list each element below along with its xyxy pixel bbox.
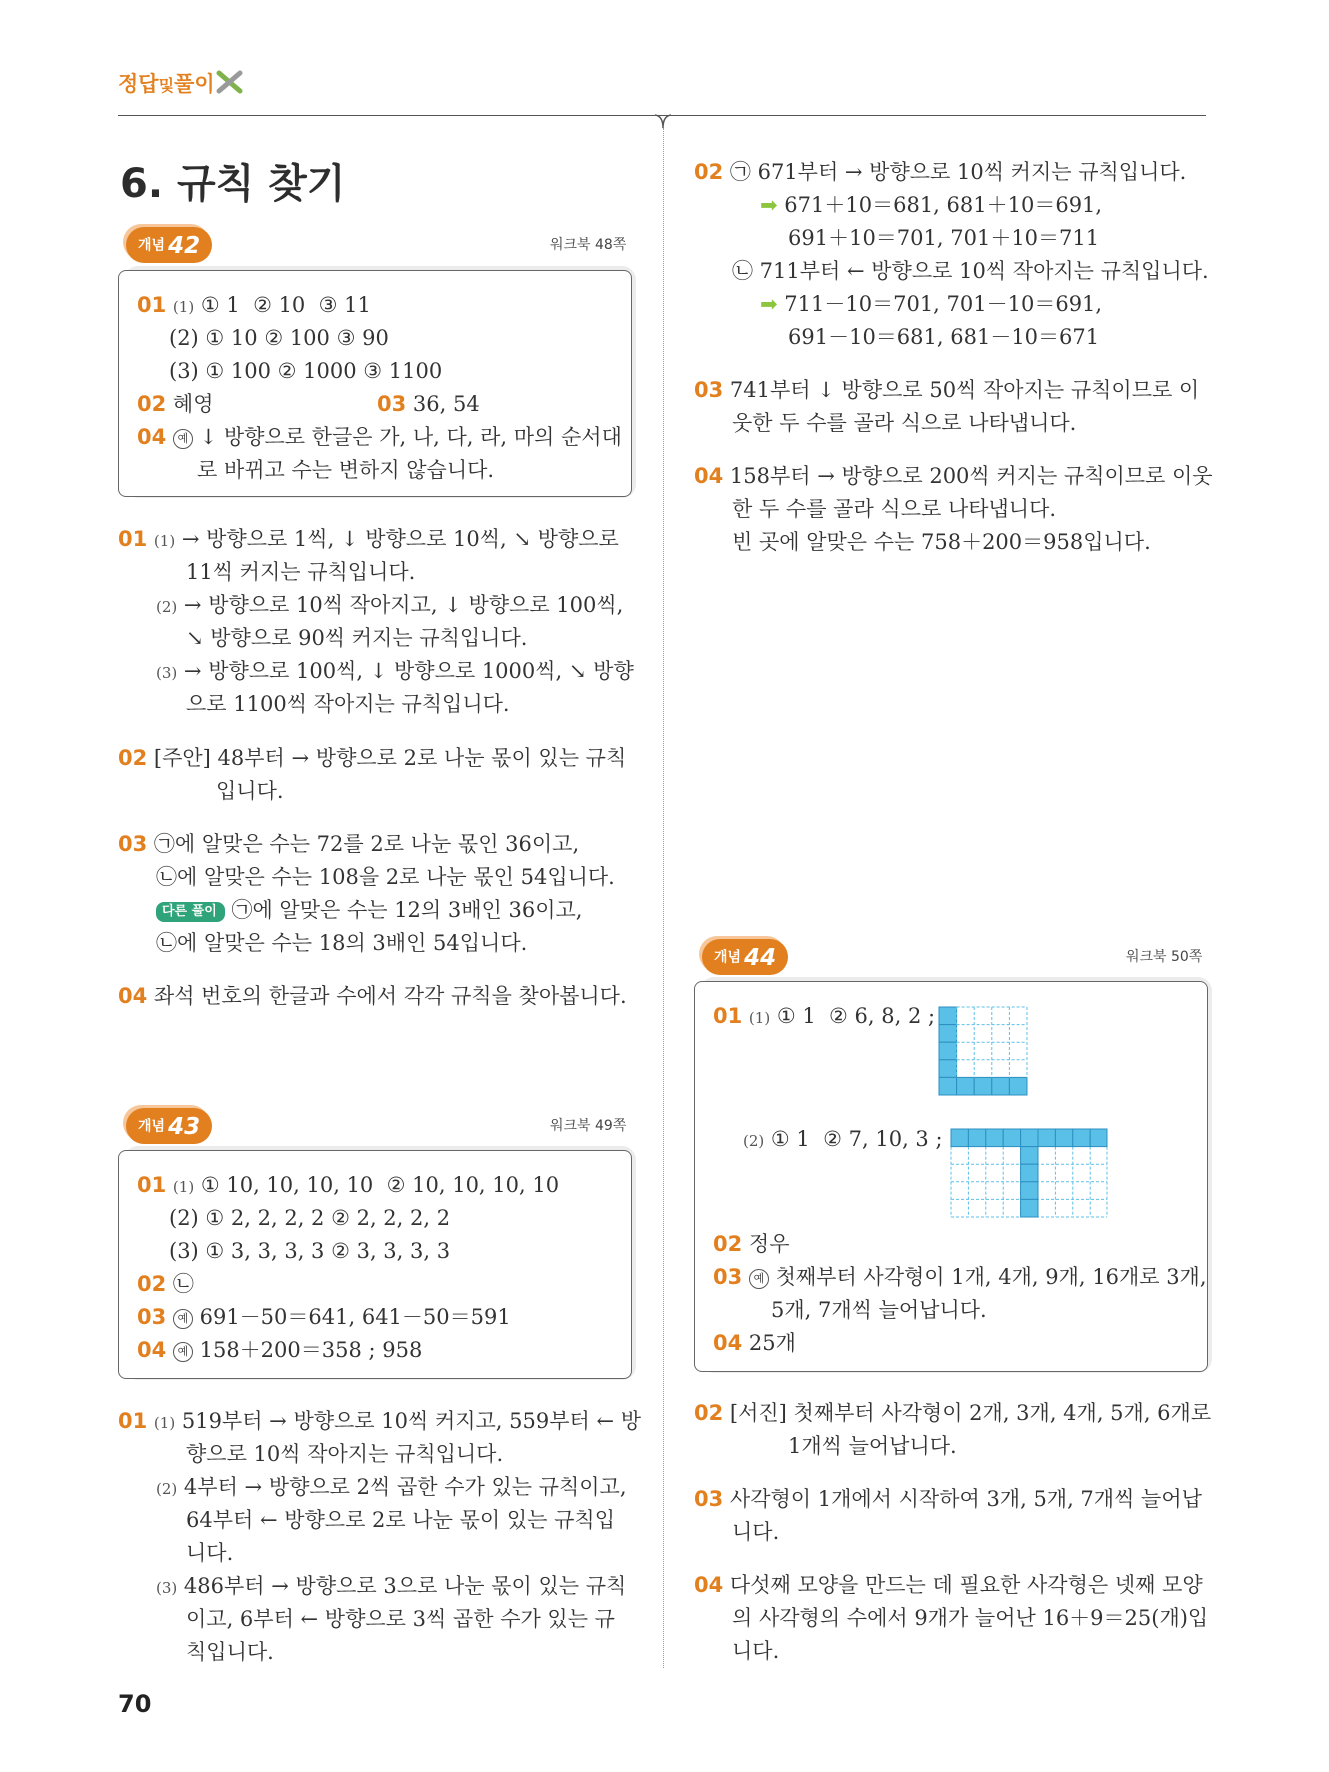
sol42-03-line2: ㉡에 알맞은 수는 108을 2로 나눈 몫인 54입니다.: [156, 865, 615, 889]
divider-cap: [655, 114, 671, 130]
column-divider: [663, 128, 664, 1668]
sol43-01-line8: 칙입니다.: [186, 1640, 274, 1664]
right-02-line2: ➡ 671＋10＝681, 681＋10＝691,: [760, 193, 1103, 217]
box42-line5: 04 예 ↓ 방향으로 한글은 가, 나, 다, 라, 마의 순서대: [137, 425, 622, 449]
grid-figure-2: [950, 1128, 1108, 1218]
box43-line4: 02 ㉡: [137, 1272, 194, 1296]
box44-line2: (2) ① 1 ② 7, 10, 3 ;: [743, 1127, 943, 1151]
sol44-04-line1: 04 다섯째 모양을 만드는 데 필요한 사각형은 넷째 모양: [694, 1573, 1203, 1597]
alt-solution-badge: 다른 풀이: [156, 902, 225, 922]
page-number: 70: [118, 1690, 152, 1718]
sol44-03-line2: 니다.: [732, 1520, 780, 1544]
box43-line1: 01 (1) ① 10, 10, 10, 10 ② 10, 10, 10, 10: [137, 1173, 560, 1197]
box42-line3: (3) ① 100 ② 1000 ③ 1100: [169, 359, 443, 383]
box42-line1: 01 (1) ① 1 ② 10 ③ 11: [137, 293, 371, 317]
header-title: 정답및풀이: [118, 72, 215, 96]
concept-badge-42: 개념 42: [126, 227, 212, 263]
sol43-01-line5: 니다.: [186, 1541, 234, 1565]
box42-line6: 로 바뀌고 수는 변하지 않습니다.: [197, 458, 495, 482]
sol42-04-line1: 04 좌석 번호의 한글과 수에서 각각 규칙을 찾아봅니다.: [118, 984, 627, 1008]
concept-badge-43: 개념 43: [126, 1108, 212, 1144]
box43-line3: (3) ① 3, 3, 3, 3 ② 3, 3, 3, 3: [169, 1239, 451, 1263]
right-03-line1: 03 741부터 ↓ 방향으로 50씩 작아지는 규칙이므로 이: [694, 378, 1200, 402]
sol42-01-line5: (3) → 방향으로 100씩, ↓ 방향으로 1000씩, ↘ 방향: [156, 659, 634, 683]
box43-line6: 04 예 158＋200＝358 ; 958: [137, 1338, 423, 1362]
concept-badge-44: 개념 44: [702, 939, 788, 975]
sol42-02-line2: 입니다.: [216, 779, 284, 803]
box42-line4b: 03 36, 54: [377, 392, 480, 416]
right-02-line5: ➡ 711－10＝701, 701－10＝691,: [760, 292, 1103, 316]
workbook-ref-50: 워크북 50쪽: [1126, 949, 1203, 965]
box43-line2: (2) ① 2, 2, 2, 2 ② 2, 2, 2, 2: [169, 1206, 451, 1230]
box44-line4: 03 예 첫째부터 사각형이 1개, 4개, 9개, 16개로 3개,: [713, 1265, 1207, 1289]
answer-box-42: [118, 270, 632, 497]
box44-line5: 5개, 7개씩 늘어납니다.: [771, 1298, 987, 1322]
right-02-line1: 02 ㉠ 671부터 → 방향으로 10씩 커지는 규칙입니다.: [694, 160, 1187, 184]
right-03-line2: 웃한 두 수를 골라 식으로 나타냅니다.: [732, 411, 1077, 435]
sol42-01-line6: 으로 1100씩 작아지는 규칙입니다.: [186, 692, 510, 716]
right-02-line6: 691－10＝681, 681－10＝671: [788, 325, 1100, 349]
header-rule-left: [118, 115, 663, 116]
box44-line1: 01 (1) ① 1 ② 6, 8, 2 ;: [713, 1004, 936, 1028]
sol43-01-line3: (2) 4부터 → 방향으로 2씩 곱한 수가 있는 규칙이고,: [156, 1475, 627, 1499]
sol44-02-line1: 02 [서진] 첫째부터 사각형이 2개, 3개, 4개, 5개, 6개로: [694, 1401, 1212, 1425]
sol42-03-line3: 다른 풀이 ㉠에 알맞은 수는 12의 3배인 36이고,: [156, 894, 582, 926]
sol42-01-line1: 01 (1) → 방향으로 1씩, ↓ 방향으로 10씩, ↘ 방향으로: [118, 527, 619, 551]
sol44-04-line2: 의 사각형의 수에서 9개가 늘어난 16＋9＝25(개)입: [732, 1606, 1209, 1630]
box44-line3: 02 정우: [713, 1232, 790, 1256]
right-04-line3: 빈 곳에 알맞은 수는 758＋200＝958입니다.: [732, 530, 1151, 554]
box42-line4a: 02 혜영: [137, 392, 214, 416]
answer-box-43: [118, 1150, 632, 1379]
right-02-line4: ㉡ 711부터 ← 방향으로 10씩 작아지는 규칙입니다.: [732, 259, 1209, 283]
sol44-04-line3: 니다.: [732, 1639, 780, 1663]
workbook-ref-49: 워크북 49쪽: [550, 1118, 627, 1134]
right-04-line2: 한 두 수를 골라 식으로 나타냅니다.: [732, 497, 1057, 521]
sol42-01-line4: ↘ 방향으로 90씩 커지는 규칙입니다.: [186, 626, 528, 650]
chapter-title: 6. 규칙 찾기: [120, 161, 346, 207]
sol44-02-line2: 1개씩 늘어납니다.: [788, 1434, 957, 1458]
sol43-01-line2: 향으로 10씩 작아지는 규칙입니다.: [186, 1442, 504, 1466]
grid-figure-1: [938, 1006, 1028, 1096]
sol42-01-line2: 11씩 커지는 규칙입니다.: [186, 560, 416, 584]
sol42-03-line4: ㉡에 알맞은 수는 18의 3배인 54입니다.: [156, 931, 528, 955]
sol43-01-line6: (3) 486부터 → 방향으로 3으로 나눈 몫이 있는 규칙: [156, 1574, 627, 1598]
header-rule-right: [663, 115, 1206, 116]
pencil-cross-icon: [216, 70, 244, 94]
sol43-01-line7: 이고, 6부터 ← 방향으로 3씩 곱한 수가 있는 규: [186, 1607, 615, 1631]
sol43-01-line1: 01 (1) 519부터 → 방향으로 10씩 커지고, 559부터 ← 방: [118, 1409, 642, 1433]
sol42-03-line1: 03 ㉠에 알맞은 수는 72를 2로 나눈 몫인 36이고,: [118, 832, 580, 856]
box43-line5: 03 예 691－50＝641, 641－50＝591: [137, 1305, 511, 1329]
sol42-01-line3: (2) → 방향으로 10씩 작아지고, ↓ 방향으로 100씩,: [156, 593, 624, 617]
right-02-line3: 691＋10＝701, 701＋10＝711: [788, 226, 1100, 250]
sol44-03-line1: 03 사각형이 1개에서 시작하여 3개, 5개, 7개씩 늘어납: [694, 1487, 1202, 1511]
box42-line2: (2) ① 10 ② 100 ③ 90: [169, 326, 389, 350]
box44-line6: 04 25개: [713, 1331, 796, 1355]
sol42-02-line1: 02 [주안] 48부터 → 방향으로 2로 나눈 몫이 있는 규칙: [118, 746, 627, 770]
sol43-01-line4: 64부터 ← 방향으로 2로 나눈 몫이 있는 규칙입: [186, 1508, 615, 1532]
workbook-ref-48: 워크북 48쪽: [550, 237, 627, 253]
right-04-line1: 04 158부터 → 방향으로 200씩 커지는 규칙이므로 이웃: [694, 464, 1213, 488]
